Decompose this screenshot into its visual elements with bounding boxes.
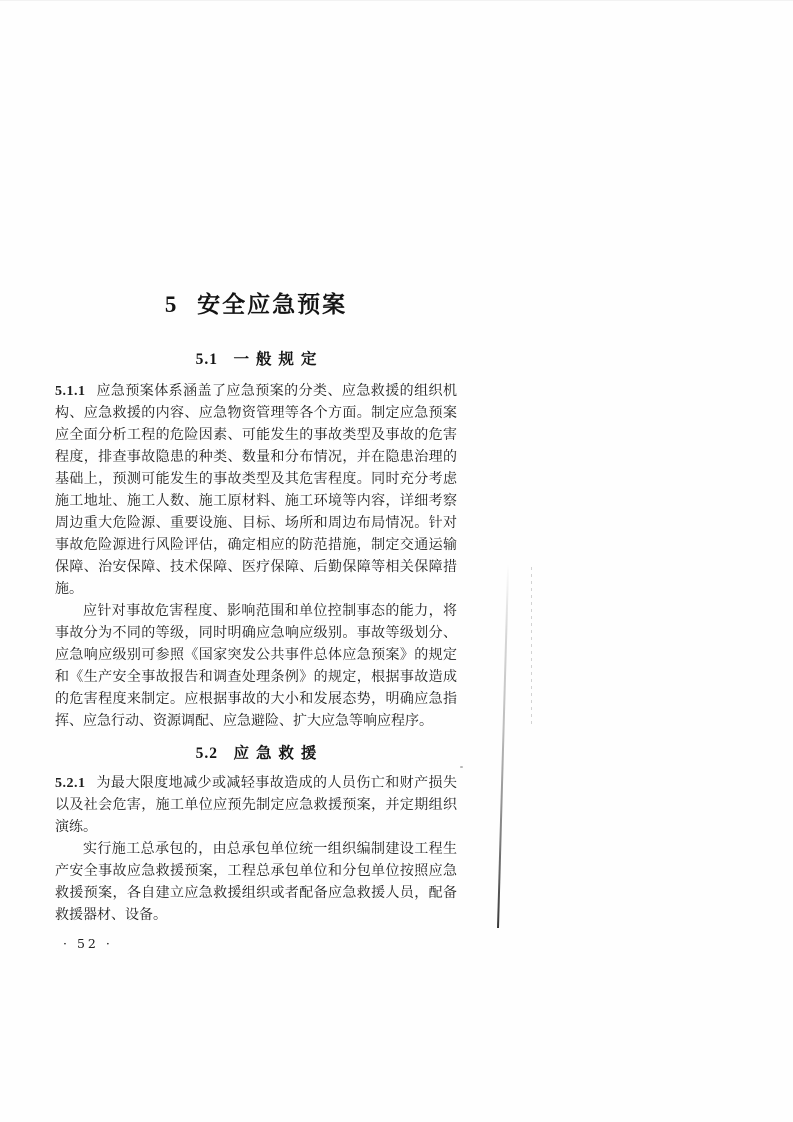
chapter-heading [55, 289, 457, 320]
section-5-1-number: 5.1 [195, 351, 218, 368]
chapter-number: 5 [164, 292, 177, 317]
clause-5-2-1-text: 为最大限度地减少或减轻事故造成的人员伤亡和财产损失以及社会危害，施工单位应预先制定应急救援预案，并定期组织演练。 [55, 776, 457, 835]
clause-5-1-1-paragraph-2: 应针对事故危害程度、影响范围和单位控制事态的能力，将事故分为不同的等级，同时明确应急响应级别。事故等级划分、应急响应级别可参照《国家突发公共事件总体应急预案》的规定和《生产安全事故报告和调查处理条例》的规定，根据事故造成的危害程度来制定。应根据事故的大小和发展态势，明确应急指挥、应急行动、资源调配、应急避险、扩大应急等响应程序。 [55, 604, 457, 729]
clause-5-1-1-paragraph-1 [55, 381, 457, 601]
section-heading-5-2 [55, 744, 457, 764]
scan-artifact-speck [460, 766, 463, 768]
clause-5-2-1-paragraph-1 [55, 773, 457, 839]
section-5-2-number: 5.2 [195, 745, 218, 762]
section-heading-5-1 [55, 350, 457, 370]
scan-artifact-vertical-line [497, 564, 509, 928]
scan-artifact-faint-streak [531, 567, 532, 725]
text-column [55, 1, 457, 953]
clause-5-2-1-paragraph-2: 实行施工总承包的，由总承包单位统一组织编制建设工程生产安全事故应急救援预案，工程总承包单位和分包单位按照应急救援预案，各自建立应急救援组织或者配备应急救援人员，配备救援器材、设备。 [55, 842, 457, 923]
clause-5-1-1-number: 5.1.1 [55, 384, 86, 399]
page-number: · 52 · [63, 936, 113, 951]
clause-5-1-1-text: 应急预案体系涵盖了应急预案的分类、应急救援的组织机构、应急救援的内容、应急物资管理等各个方面。制定应急预案应全面分析工程的危险因素、可能发生的事故类型及事故的危害程度，排查事故隐患的种类、数量和分布情况，并在隐患治理的基础上，预测可能发生的事故类型及其危害程度。同时充分考虑施工地址、施工人数、施工原材料、施工环境等内容，详细考察周边重大危险源、重要设施、目标、场所和周边布局情况。针对事故危险源进行风险评估，确定相应的防范措施，制定交通运输保障、治安保障、技术保障、医疗保障、后勤保障等相关保障措施。 [55, 384, 457, 597]
section-5-1-title: 一般规定 [233, 351, 324, 368]
chapter-title-text: 安全应急预案 [197, 291, 348, 317]
clause-5-2-1-number: 5.2.1 [55, 776, 86, 791]
section-5-2-title: 应急救援 [233, 745, 324, 762]
